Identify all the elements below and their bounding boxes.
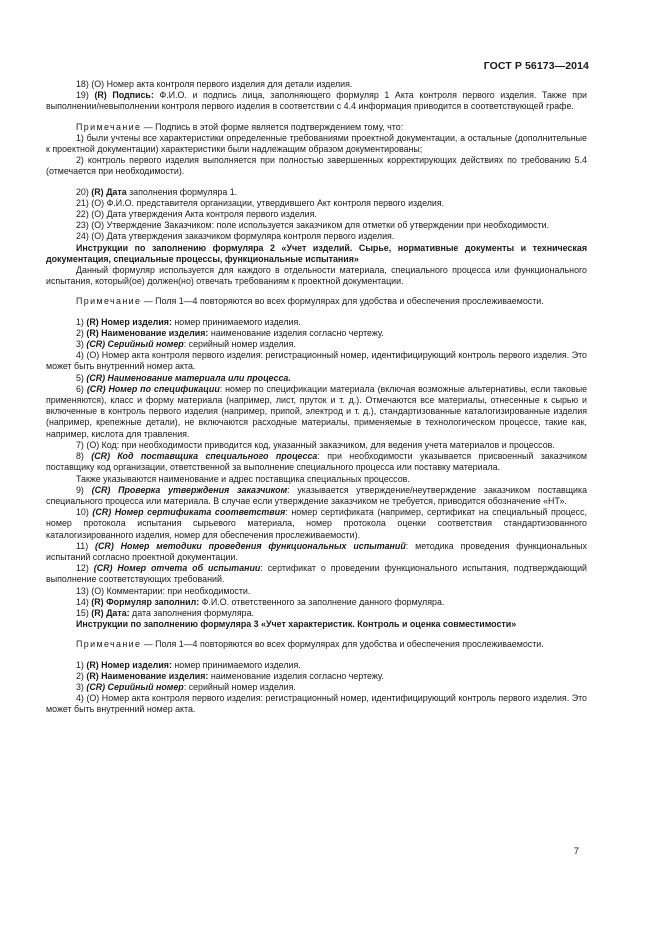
paragraph xyxy=(46,155,587,177)
bold-field-label: (R) Наименование изделия: xyxy=(86,670,209,681)
paragraph-text: 20) xyxy=(76,186,92,197)
paragraph-text: : номер по спецификации материала (включая возможные альтернативы, если таковые применяются), класс и форму материала (например, лист, пруток и т. д.). Отмечаются все материалы, отнесенные к сырью и включенные в контроль первого изделия (например, припой, электрод и т. д.), стандартизованные каталогизированные изделия (например, крепежные детали), не включаются расходные материалы, применяемые в технологическом процессе, такие как, например, кислота для травления. xyxy=(46,383,588,439)
paragraph-text: 3) xyxy=(76,339,87,350)
paragraph xyxy=(46,682,587,693)
paragraph-text: 7) (О) Код: при необходимости приводится код, указанный заказчиком, для ведения учета материалов и процессов. xyxy=(76,439,555,450)
paragraph-text: 24) (О) Дата утверждения заказчиком формуляра контроля первого изделия. xyxy=(76,231,395,242)
paragraph xyxy=(46,79,587,90)
paragraph-text: — Поля 1—4 повторяются во всех формулярах для удобства и обеспечения прослеживаемости. xyxy=(141,639,544,650)
paragraph xyxy=(46,231,587,242)
paragraph-text: 2) контроль первого изделия выполняется при полностью завершенных корректирующих действиях по требованию 5.4 (отмечается при необходимости). xyxy=(46,155,587,177)
italic-field-label: (CR) Номер по спецификации xyxy=(86,383,220,394)
paragraph-text: 4) (О) Номер акта контроля первого изделия: регистрационный номер, идентифицирующий контроль первого изделия. Это может быть внутренний номер акта. xyxy=(46,350,587,372)
paragraph-text: : номер сертификата (например, сертификат на специальный процесс, номер протокола испытания сырьевого материала, номер протокола оценки соответствия стандартизованного каталогизированного изделия, номер для обеспечения прослеживаемости). xyxy=(46,507,587,540)
paragraph-text: : методика проведения функциональных испытаний согласно проектной документации. xyxy=(46,540,587,562)
page-number: 7 xyxy=(573,846,579,857)
paragraph-text: : серийный номер изделия. xyxy=(183,339,296,350)
paragraph xyxy=(46,198,587,209)
bold-field-label: (R) Номер изделия: xyxy=(86,659,172,670)
paragraph xyxy=(46,373,587,384)
italic-field-label: (CR) Номер методики проведения функциональных испытаний xyxy=(95,540,406,551)
paragraph-text: 12) xyxy=(76,563,94,574)
paragraph-text: номер принимаемого изделия. xyxy=(171,316,301,327)
paragraph-text: Ф.И.О. ответственного за заполнение данного формуляра. xyxy=(199,596,445,607)
paragraph xyxy=(46,639,587,650)
note-label: Примечание xyxy=(76,639,142,650)
paragraph xyxy=(46,440,587,451)
bold-field-label: (R) Наименование изделия: xyxy=(86,327,209,338)
paragraph-text: 19) xyxy=(76,90,95,101)
section-heading: Инструкции по заполнению формуляра 3 «Учет характеристик. Контроль и оценка совместимости» xyxy=(76,619,517,630)
paragraph-text: 13) (О) Комментарии: при необходимости. xyxy=(76,585,251,596)
paragraph-text: 5) xyxy=(76,372,87,383)
paragraph-text: 1) xyxy=(76,316,87,327)
paragraph-text: 18) (О) Номер акта контроля первого изделия для детали изделия. xyxy=(76,79,353,89)
paragraph xyxy=(46,317,587,328)
paragraph xyxy=(46,693,587,715)
paragraph xyxy=(46,296,587,307)
paragraph-text: 9) xyxy=(76,484,92,495)
bold-field-label: (R) Формуляр заполнил: xyxy=(91,596,200,607)
italic-field-label: (CR) Наименование материала или процесса. xyxy=(86,372,291,383)
paragraph xyxy=(46,507,587,541)
italic-field-label: (CR) Серийный номер xyxy=(86,339,184,350)
paragraph-text: заполнения формуляра 1. xyxy=(126,186,238,197)
paragraph xyxy=(46,265,587,287)
paragraph xyxy=(46,90,587,112)
paragraph xyxy=(46,328,587,339)
paragraph xyxy=(46,597,587,608)
paragraph-text: 11) xyxy=(76,540,96,551)
paragraph xyxy=(46,243,587,265)
paragraph xyxy=(46,220,587,231)
paragraph xyxy=(46,608,587,619)
paragraph-text: : указывается утверждение/неутверждение заказчиком поставщика специального процесса или материала. В случае если утверждение заказчиком не требуется, приводится обозначение «НТ». xyxy=(46,484,587,506)
paragraph-text: 1) были учтены все характеристики определенные требованиями проектной документации, а остальные (дополнительные к проектной документации) характеристики были надлежащим образом документированы; xyxy=(46,132,587,155)
paragraph xyxy=(46,485,587,507)
paragraph-text: наименование изделия согласно чертежу. xyxy=(208,327,384,338)
document-body xyxy=(46,79,587,716)
note-label: Примечание xyxy=(76,296,142,307)
bold-field-label: (R) Подпись: xyxy=(94,90,154,101)
standard-designation: ГОСТ Р 56173—2014 xyxy=(483,60,589,72)
paragraph xyxy=(46,187,587,198)
italic-field-label: (CR) Код поставщика специального процесса xyxy=(91,451,318,462)
paragraph xyxy=(46,339,587,350)
paragraph-text: Также указываются наименование и адрес поставщика специальных процессов. xyxy=(76,473,410,484)
paragraph-text: : при необходимости указывается присвоенный заказчиком поставщику код организации, ответственной за выполнение специального процесса или поставку материала. xyxy=(46,451,588,473)
italic-field-label: (CR) Номер сертификата соответствия xyxy=(92,507,286,518)
paragraph xyxy=(46,541,587,563)
section-heading: Инструкции по заполнению формуляра 2 «Учет изделий. Сырье, нормативные документы и техническая документация, специальные процессы, функциональные испытания» xyxy=(46,242,587,264)
paragraph-text: 22) (О) Дата утверждения Акта контроля первого изделия. xyxy=(76,209,317,220)
paragraph-text: — Поля 1—4 повторяются во всех формулярах для удобства и обеспечения прослеживаемости. xyxy=(141,296,544,307)
paragraph-text: Данный формуляр используется для каждого в отдельности материала, специального процесса или функционального испытания, который(ое) должен(но) отвечать требованиям к проектной документации. xyxy=(46,265,587,287)
paragraph-text: дата заполнения формуляра. xyxy=(129,607,254,618)
paragraph-text: 2) xyxy=(76,327,87,338)
paragraph xyxy=(46,209,587,220)
paragraph-text: 3) xyxy=(76,681,87,692)
paragraph-text: 4) (О) Номер акта контроля первого изделия: регистрационный номер, идентифицирующий контроль первого изделия. Это может быть внутренний номер акта. xyxy=(46,693,587,715)
paragraph xyxy=(46,671,587,682)
paragraph xyxy=(46,122,587,133)
italic-field-label: (CR) Проверка утверждения заказчиком xyxy=(91,484,288,495)
bold-field-label: (R) Номер изделия: xyxy=(86,316,172,327)
paragraph-text: 15) xyxy=(76,607,92,618)
paragraph xyxy=(46,384,587,440)
paragraph xyxy=(46,586,587,597)
paragraph xyxy=(46,133,587,155)
paragraph-text: Ф.И.О. и подпись лица, заполняющего формуляр 1 Акта контроля первого изделия. Также при выполнении/невыполнении контроля первого изделия в соответствии с 4.4 информация приводится в соответствующей графе. xyxy=(46,90,587,112)
paragraph-text: 21) (О) Ф.И.О. представителя организации, утвердившего Акт контроля первого изделия. xyxy=(76,197,445,208)
paragraph xyxy=(46,660,587,671)
paragraph-text: 2) xyxy=(76,670,87,681)
paragraph-text: : сертификат о проведении функционального испытания, подтверждающий выполнение соответствующих требований. xyxy=(46,563,588,585)
paragraph-text: — Подпись в этой форме является подтверждением тому, что: xyxy=(141,121,404,132)
italic-field-label: (CR) Серийный номер xyxy=(86,681,184,692)
paragraph xyxy=(46,474,587,485)
paragraph-text: номер принимаемого изделия. xyxy=(171,659,301,670)
italic-field-label: (CR) Номер отчета об испытании xyxy=(93,563,261,574)
paragraph xyxy=(46,451,587,473)
paragraph-text: 10) xyxy=(76,507,93,518)
note-label: Примечание xyxy=(76,121,142,132)
paragraph-text: 6) xyxy=(76,383,87,394)
paragraph-text: 1) xyxy=(76,659,87,670)
paragraph xyxy=(46,350,587,372)
paragraph xyxy=(46,619,587,630)
paragraph-text: 8) xyxy=(76,451,92,462)
paragraph-text: наименование изделия согласно чертежу. xyxy=(208,670,384,681)
bold-field-label: (R) Дата xyxy=(91,186,127,197)
paragraph-text: : серийный номер изделия. xyxy=(183,681,296,692)
paragraph-text: 23) (О) Утверждение Заказчиком: поле используется заказчиком для отметки об утверждении при необходимости. xyxy=(76,220,550,231)
bold-field-label: (R) Дата: xyxy=(91,607,130,618)
paragraph xyxy=(46,563,587,585)
paragraph-text: 14) xyxy=(76,596,92,607)
